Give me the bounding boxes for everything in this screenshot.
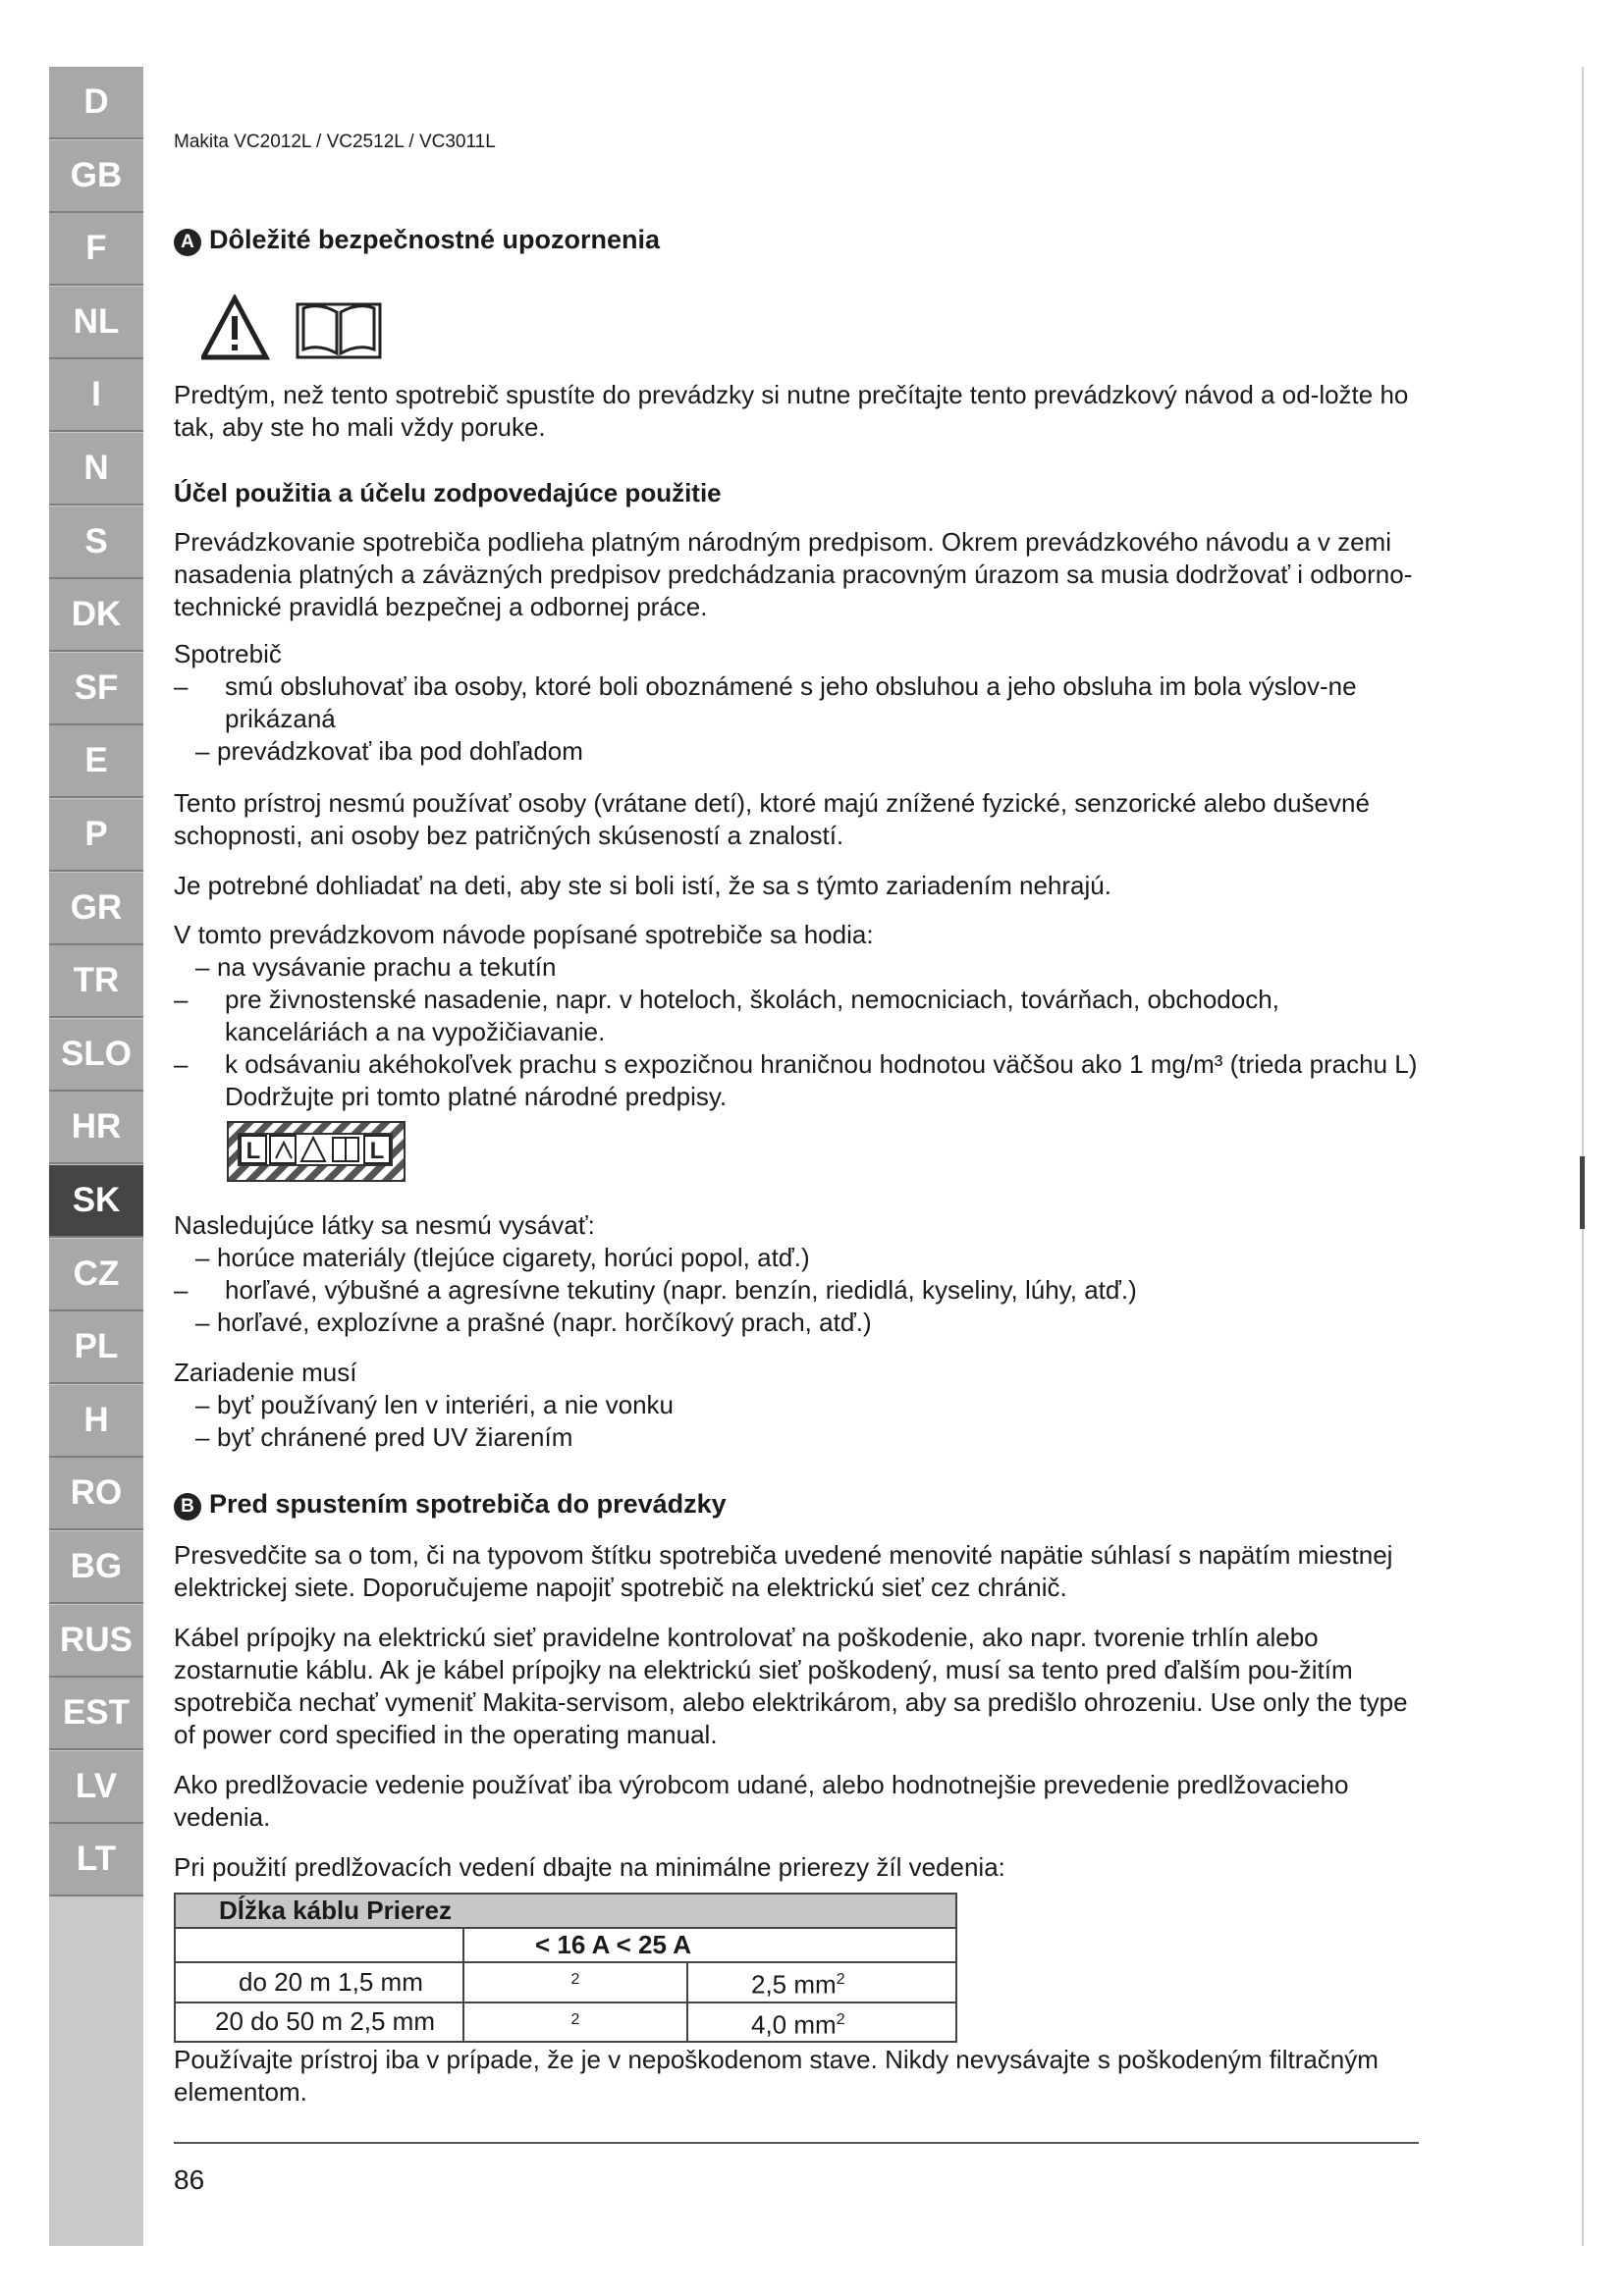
extension-paragraph: Ako predlžovacie vedenie používať iba výrobcom udané, alebo hodnotnejšie prevedenie predlžovacieho vedenia. [174, 1770, 1349, 1832]
intro-paragraph: Predtým, než tento spotrebič spustíte do prevádzky si nutne prečítajte tento prevádzkový návod a od-ložte ho tak, aby ste ho mali vždy poruke. [174, 380, 1409, 442]
usage-intro: V tomto prevádzkovom návode popísané spotrebiče sa hodia: [174, 920, 874, 949]
language-tab-n: N [49, 433, 143, 506]
section-a-heading [174, 224, 660, 256]
language-tab-pl: PL [49, 1311, 143, 1384]
language-tab-d: D [49, 67, 143, 139]
forbidden-block [174, 1209, 1419, 1339]
cable-check-paragraph: Kábel prípojky na elektrickú sieť pravidelne kontrolovať na poškodenie, ako napr. tvorenie trhlín alebo zostarnutie káblu. Ak je kábel prípojky na elektrickú sieť poškodený, musí sa tento pred ďalším pou-žitím spotrebiča nechať vymeniť Makita-servisom, alebo elektrikárom, aby sa predišlo ohrozeniu. Use only the type of power cord specified in the operating manual. [174, 1623, 1408, 1749]
language-tab-gb: GB [49, 140, 143, 213]
badge-letter-right: L [369, 1138, 385, 1164]
table-cell-length: do 20 m 1,5 mm [175, 1962, 463, 2002]
table-cell-mid: 2 [463, 1962, 687, 2002]
language-tab-sk: SK [49, 1165, 143, 1238]
language-tab-s: S [49, 507, 143, 579]
section-b-title: Pred spustením spotrebiča do prevádzky [209, 1489, 727, 1519]
language-tab-dk: DK [49, 579, 143, 652]
language-tab-nl: NL [49, 287, 143, 359]
section-a-title: Dôležité bezpečnostné upozornenia [209, 225, 661, 254]
forbidden-intro: Nasledujúce látky sa nesmú vysávať: [174, 1210, 595, 1240]
children-paragraph: Je potrebné dohliadať na deti, aby ste si boli istí, že sa s týmto zariadením nehrajú. [174, 871, 1111, 900]
list-item: – byť chránené pred UV žiarením [195, 1422, 573, 1452]
table-cell-length: 20 do 50 m 2,5 mm [175, 2002, 463, 2043]
voltage-paragraph: Presvedčite sa o tom, či na typovom štítku spotrebiča uvedené menovité napätie súhlasí s napätím miestnej elektrickej siete. Doporučujeme napojiť spotrebič na elektrickú sieť cez chránič. [174, 1540, 1393, 1602]
list-item: – k odsávaniu akéhokoľvek prachu s expozičnou hraničnou hodnotou väčšou ako 1 mg/m³ (trieda prachu L) Dodržujte pri tomto platné národné predpisy. [174, 1049, 1418, 1111]
table-subheader-row [175, 1928, 956, 1962]
table-row [175, 1962, 956, 2002]
section-b-badge: B [174, 1493, 201, 1521]
language-tab-bg: BG [49, 1531, 143, 1604]
language-tab-hr: HR [49, 1092, 143, 1164]
language-tab-lt: LT [49, 1824, 143, 1896]
device-intro: Zariadenie musí [174, 1358, 357, 1387]
table-cell-value: 4,0 $mm^2$ [687, 2002, 956, 2043]
language-tab-slo: SLO [49, 1019, 143, 1092]
language-tab-lv: LV [49, 1751, 143, 1824]
appliance-label: Spotrebič [174, 639, 282, 668]
page-number: 86 [174, 2164, 205, 2195]
language-tab-i: I [49, 359, 143, 432]
language-tab-h: H [49, 1385, 143, 1458]
section-b-heading [174, 1488, 727, 1521]
cross-section-intro: Pri použití predlžovacích vedení dbajte na minimálne prierezy žíl vedenia: [174, 1852, 1005, 1882]
list-item: – horúce materiály (tlejúce cigarety, horúci popol, atď.) [195, 1243, 810, 1272]
list-item: – smú obsluhovať iba osoby, ktoré boli oboznámené s jeho obsluhou a jeho obsluha im bola výslov-ne prikázaná [174, 671, 1357, 733]
language-tab-f: F [49, 213, 143, 286]
table-cell-value: 2,5 $mm^2$ [687, 1962, 956, 2002]
table-header-row [175, 1894, 956, 1928]
language-tab-rus: RUS [49, 1605, 143, 1678]
table-cell-mid: 2 [463, 2002, 687, 2043]
section-a-badge: A [174, 229, 201, 256]
list-item: – horľavé, explozívne a prašné (napr. horčíkový prach, atď.) [195, 1308, 872, 1337]
cable-table-wrapper [174, 1893, 957, 2043]
appliance-block [174, 638, 1419, 768]
warning-icon [203, 298, 266, 357]
manual-book-icon [298, 304, 380, 357]
list-item: – horľavé, výbušné a agresívne tekutiny (napr. benzín, riedidlá, kyseliny, lúhy, atď.) [174, 1275, 1137, 1305]
right-edge-active-marker [1580, 1156, 1585, 1229]
list-item: – na vysávanie prachu a tekutín [195, 952, 557, 982]
restricted-persons-paragraph: Tento prístroj nesmú používať osoby (vrátane detí), ktoré majú znížené fyzické, senzorické alebo duševné schopnosti, ani osoby bez patričných skúseností a znalostí. [174, 788, 1370, 850]
footer-rule [174, 2142, 1419, 2144]
language-tab-tr: TR [49, 945, 143, 1018]
regulations-paragraph: Prevádzkovanie spotrebiča podlieha platným národným predpisom. Okrem prevádzkového návodu a v zemi nasadenia platných a záväzných predpisov predchádzania pracovným úrazom sa musia dodržovať i odborno-technické pravidlá bezpečnej a odbornej práce. [174, 527, 1413, 621]
badge-letter-left: L [245, 1138, 261, 1164]
language-tab-gr: GR [49, 873, 143, 945]
usage-block [174, 919, 1419, 1113]
undamaged-paragraph: Používajte prístroj iba v prípade, že je v nepoškodenom stave. Nikdy nevysávajte s poškodeným filtračným elementom. [174, 2045, 1379, 2107]
language-tab-e: E [49, 725, 143, 798]
cable-cross-section-table [174, 1893, 957, 2043]
warning-manual-icons [201, 294, 388, 366]
list-item: – byť používaný len v interiéri, a nie vonku [195, 1390, 675, 1419]
model-header: Makita VC2012L / VC2512L / VC3011L [174, 132, 496, 152]
language-tab-est: EST [49, 1678, 143, 1750]
language-tab-cz: CZ [49, 1239, 143, 1311]
language-sidebar [49, 67, 143, 2246]
table-subheader-cell: < 16 A < 25 A [463, 1928, 956, 1962]
language-tab-p: P [49, 799, 143, 872]
language-tab-ro: RO [49, 1458, 143, 1530]
list-item: – pre živnostenské nasadenie, napr. v hoteloch, školách, nemocniciach, továrňach, obchodoch, kanceláriách a na vypožičiavanie. [174, 985, 1279, 1046]
dust-class-l-badge [227, 1121, 406, 1187]
table-header-cell: Dĺžka káblu Prierez [175, 1894, 956, 1928]
list-item: – prevádzkovať iba pod dohľadom [195, 736, 583, 766]
language-tab-sf: SF [49, 653, 143, 725]
purpose-subtitle: Účel použitia a účelu zodpovedajúce použitie [174, 478, 722, 507]
device-block [174, 1357, 1419, 1454]
table-row [175, 2002, 956, 2043]
